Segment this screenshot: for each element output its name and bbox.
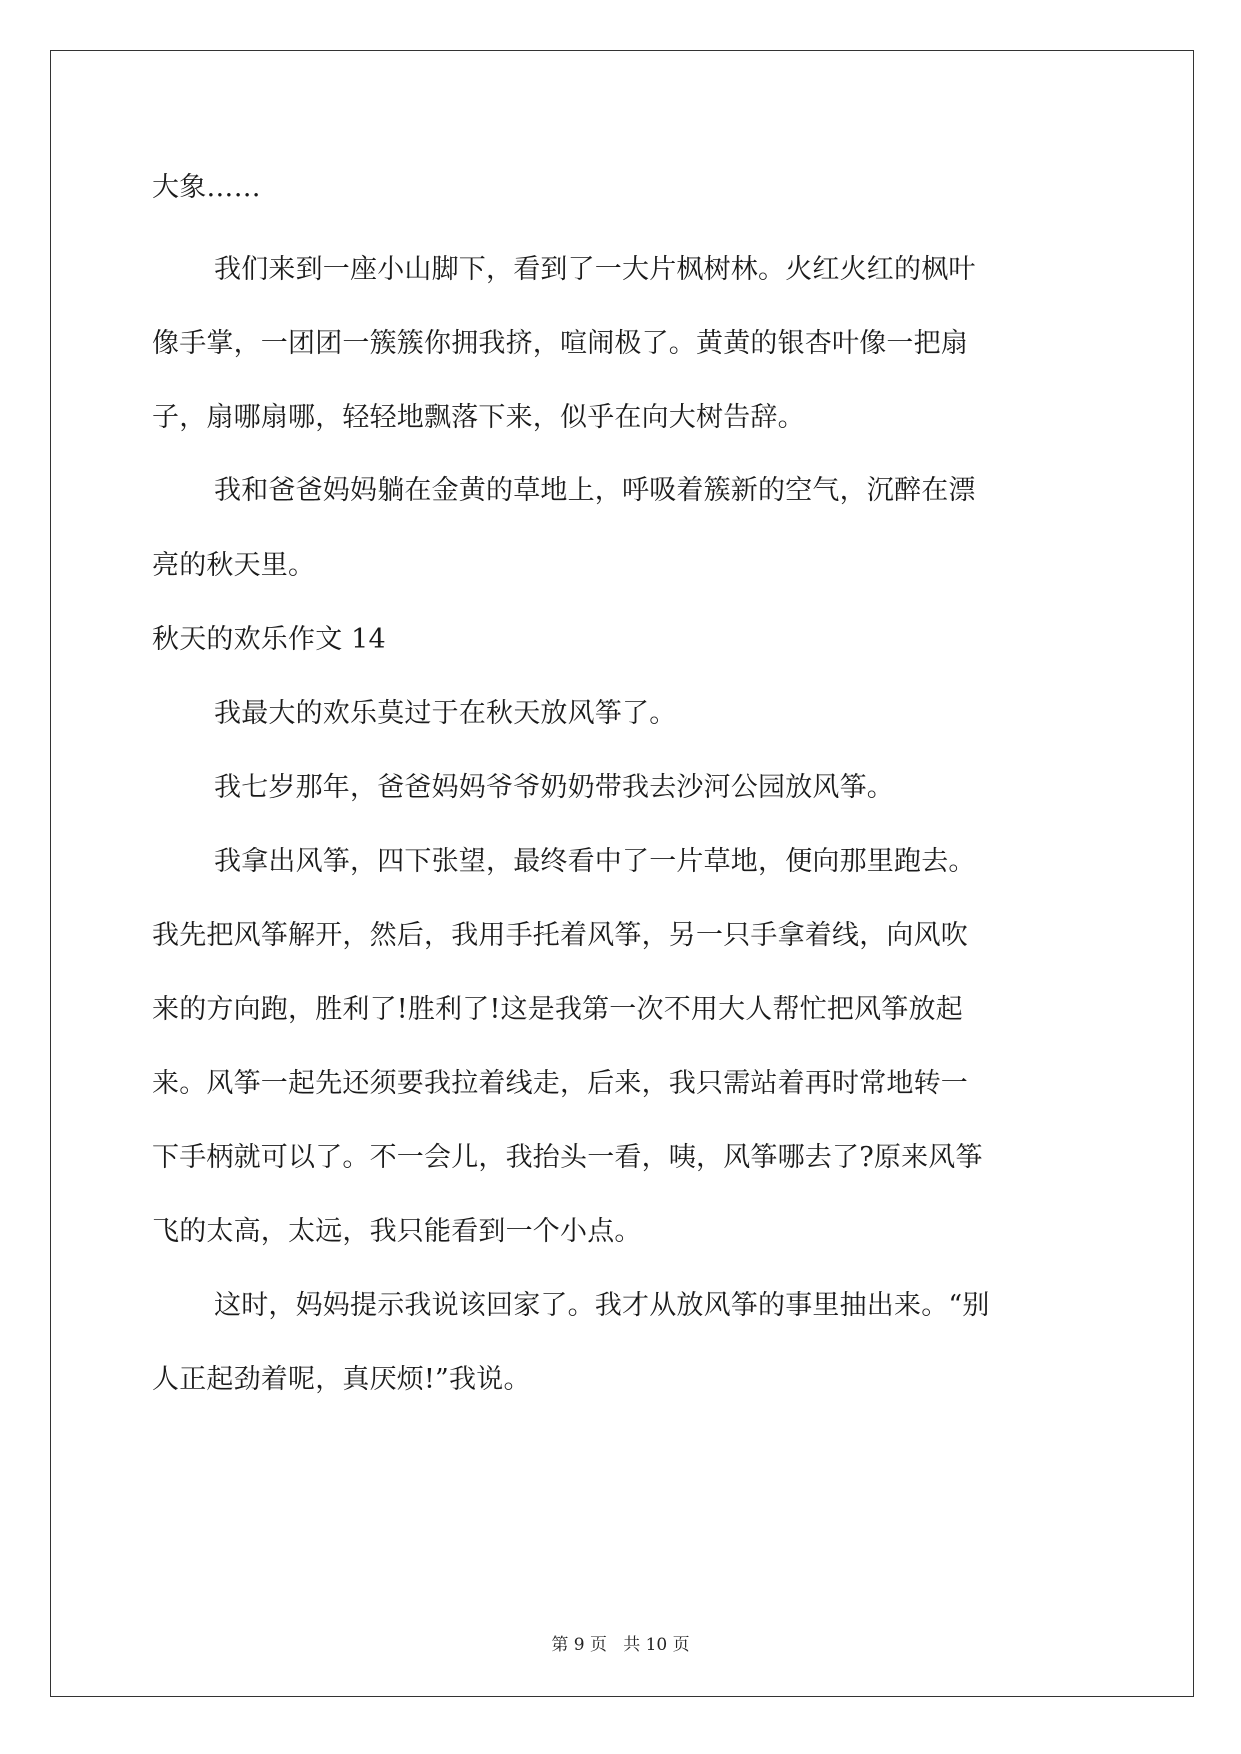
text-line: 子，扇哪扇哪，轻轻地飘落下来，似乎在向大树告辞。 [152,402,805,433]
text-line: 来。风筝一起先还须要我拉着线走，后来，我只需站着再时常地转一 [152,1068,968,1099]
text-line: 下手柄就可以了。不一会儿，我抬头一看，咦，风筝哪去了?原来风筝 [152,1142,983,1173]
text-line: 来的方向跑，胜利了!胜利了!这是我第一次不用大人帮忙把风筝放起 [152,994,963,1025]
text-line: 我最大的欢乐莫过于在秋天放风筝了。 [214,698,677,729]
text-line: 我七岁那年，爸爸妈妈爷爷奶奶带我去沙河公园放风筝。 [214,772,894,803]
text-line: 这时，妈妈提示我说该回家了。我才从放风筝的事里抽出来。“别 [214,1290,990,1321]
section-heading: 秋天的欢乐作文 14 [152,624,386,655]
text-line: 人正起劲着呢，真厌烦!”我说。 [152,1364,531,1395]
text-line: 我先把风筝解开，然后，我用手托着风筝，另一只手拿着线，向风吹 [152,920,968,951]
text-line: 像手掌，一团团一簇簇你拥我挤，喧闹极了。黄黄的银杏叶像一把扇 [152,328,968,359]
text-line: 我们来到一座小山脚下，看到了一大片枫树林。火红火红的枫叶 [214,254,976,285]
text-line: 亮的秋天里。 [152,550,316,581]
text-line: 飞的太高，太远，我只能看到一个小点。 [152,1216,642,1247]
text-line: 我拿出风筝，四下张望，最终看中了一片草地，便向那里跑去。 [214,846,976,877]
page-footer: 第 9 页 共 10 页 [551,1635,690,1655]
text-line: 大象…… [152,172,261,203]
text-line: 我和爸爸妈妈躺在金黄的草地上，呼吸着簇新的空气，沉醉在漂 [214,475,976,506]
